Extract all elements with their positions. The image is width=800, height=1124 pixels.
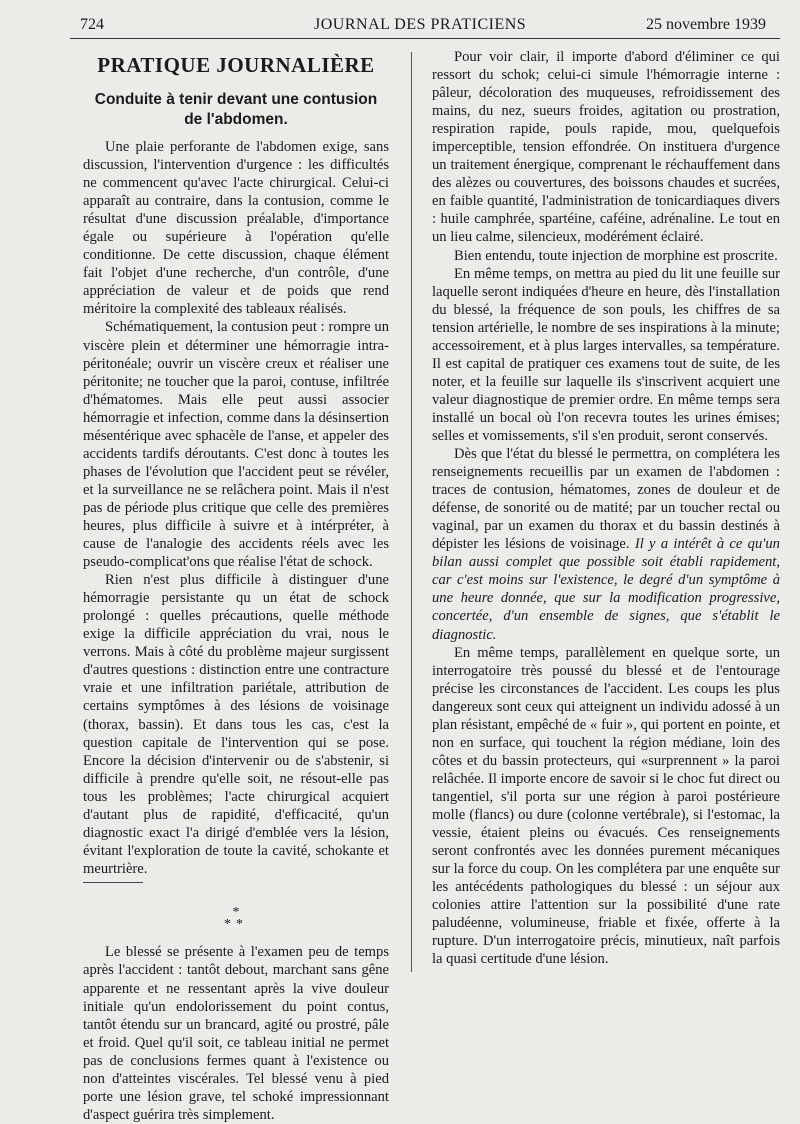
paragraph bbox=[432, 445, 780, 644]
paragraph: Une plaie perforante de l'abdomen exige, sans discussion, l'intervention d'urgence : les difficultés ne commencent qu'avec l'acte chirurgical. Celui-ci apparaît au contraire, dans la contusion, comme le résultat d'une discussion préalable, d'importance égale ou supérieure à l'opération qu'elle conditionne. De cette discussion, chaque élément fait l'objet d'une recherche, d'un contrôle, d'une appréciation de valeur et de poids que rend méritoire la complexité des tableaux réalisés. bbox=[83, 139, 389, 318]
section-title: PRATIQUE JOURNALIÈRE bbox=[97, 53, 375, 77]
paragraph: Le blessé se présente à l'examen peu de temps après l'accident : tantôt debout, marchant sans gêne apparente et ne ressentant après la vive douleur initiale qu'un endolorissement du point contus, tantôt étendu sur un brancard, agité ou prostré, pâle et froid. Quel qu'il soit, ce tableau initial ne permet pas de conclusions fermes quant à l'existence ou non d'atteintes viscérales. Tel blessé venu à pied porte une lésion grave, tel schoké impressionnant d'aspect guérira très simplement. bbox=[83, 944, 389, 1123]
italic-emphasis: Il y a intérêt à ce qu'un bilan aussi complet que possible soit établi rapidement, car c'est moins sur l'existence, le degré d'un symptôme à une heure donnée, que sur la modification progressive, concertée, d'un ensemble de signes, que s'établit le diagnostic. bbox=[432, 536, 780, 643]
separator-star-top: * bbox=[232, 905, 240, 921]
paragraph: En même temps, on mettra au pied du lit une feuille sur laquelle seront indiquées d'heure en heure, dès l'installation du blessé, la fréquence de son pouls, les chiffres de sa tension artérielle, le nombre de ses inspirations à la minute; accessoirement, et à plus larges intervalles, sa température. Il est capital de pratiquer ces examens tout de suite, de les noter, et la feuille sur laquelle ils s'inscrivent acquiert une valeur diagnostique de premier ordre. En même temps sera installé un bocal où l'on recevra toutes les urines émises; selles et vomissements, s'il s'en produit, seront conservés. bbox=[432, 265, 780, 444]
journal-title: JOURNAL DES PRATICIENS bbox=[314, 16, 527, 33]
paragraph: Bien entendu, toute injection de morphine est proscrite. bbox=[454, 247, 778, 264]
page-number: 724 bbox=[80, 16, 104, 33]
paragraph: En même temps, parallèlement en quelque sorte, un interrogatoire très poussé du blessé et de l'entourage précise les circonstances de l'accident. Les coups les plus dangereux sont ceux qui atteignent un individu adossé à un plan résistant, empêché de « fuir », qui portent en pointe, et non en surface, qui touchent la région médiane, loin des côtes et du bassin protecteurs, qui «surprennent » la paroi relâchée. Il importe encore de savoir si le choc fut direct ou tangentiel, s'il porta sur une région à paroi postérieure molle (flancs) ou dure (colonne vertébrale), si l'estomac, la vessie, étaient pleins ou évacués. Ces renseignements seront confrontés avec les données purement mécaniques sur la force du coup. On les complétera par une enquête sur les antécédents pathologiques du blessé : un séjour aux colonies attire l'attention sur la possibilité d'une rate paludéenne, volumineuse, friable et fixée, offerte à la rupture. D'un interrogatoire précis, minutieux, naît parfois la quasi certitude d'une lésion. bbox=[432, 644, 780, 968]
paragraph-text: Dès que l'état du blessé le permettra, on complétera les renseignements recueillis par un examen de l'abdomen : traces de contusion, hématomes, zones de douleur et de défense, de sonorité ou de matité; par un toucher rectal ou vaginal, par un examen du thorax et du bassin destinés à dépister les lésions de voisinage. bbox=[432, 446, 780, 553]
article-title-line1: Conduite à tenir devant une contusion bbox=[94, 91, 378, 108]
paragraph: Rien n'est plus difficile à distinguer d'une hémorragie persistante qu un état de schock prolongé : quelles précautions, quelle méthode exige la difficile appréciation du vrai, nous le verrons. Mais à côté du problème majeur surgissent d'autres questions : distinction entre une contracture vraie et une infiltration pariétale, attribution de certains symptômes à des lésions de voisinage (thorax, bassin). Et dans tous les cas, c'est la question capitale de l'intervention qui se pose. Encore la décision d'intervenir ou de s'abstenir, si difficile à prendre qu'elle soit, ne résout-elle pas tous les problèmes; l'acte chirurgical acquiert d'autant plus de rapidité, d'efficacité, qu'un diagnostic exact l'a dirigé d'emblée vers la lésion, évitant l'exploration de toute la cavité, schokante et meurtrière. bbox=[83, 572, 389, 877]
paragraph: Schématiquement, la contusion peut : rompre un viscère plein et déterminer une hémorragie intra-péritonéale; ouvrir un viscère creux et réaliser une péritonite; ne toucher que la paroi, contuse, infiltrée d'hématomes. Mais elle peut aussi associer hémorragie et infection, comme dans la désinsertion mésentérique avec sphacèle de l'anse, et appeler des accidents tardifs déroutants. C'est donc à toutes les phases de l'évolution que l'accident peut se révéler, et la surveillance ne se relâchera point. Mais il n'est pas de période plus critique que celle des premières heures, plus difficile à suivre et à intérpréter, à cause de l'analogie des accidents réels avec les pseudo-complicat'ons que réalise l'état de schock. bbox=[83, 319, 389, 571]
paragraph: Pour voir clair, il importe d'abord d'éliminer ce qui ressort du schok; celui-ci simule l'hémorragie interne : pâleur, décoloration des muqueuses, refroidissement des mains, du nez, sueurs froides, agitation ou prostration, respiration rapide, pouls rapide, mou, quelquefois imperceptible, tension effondrée. On instituera d'urgence un traitement énergique, comprenant le réchauffement dans des alèzes ou couvertures, des boissons chaudes et sucrées, en faible quantité, l'administration de tonicardiaques divers : huile camphrée, spartéine, caféine, adrénaline. Le tout en un lieu calme, silencieux, modérément éclairé. bbox=[432, 49, 780, 246]
issue-date: 25 novembre 1939 bbox=[646, 16, 766, 33]
column-divider bbox=[411, 52, 412, 972]
article-title-line2: de l'abdomen. bbox=[184, 111, 288, 128]
section-separator bbox=[83, 907, 389, 931]
right-column bbox=[432, 48, 780, 968]
running-header bbox=[70, 14, 780, 39]
article-title bbox=[83, 90, 389, 130]
left-column bbox=[83, 48, 389, 1124]
separator-stars-bottom: ** bbox=[224, 917, 248, 933]
underline-rule bbox=[83, 882, 143, 884]
